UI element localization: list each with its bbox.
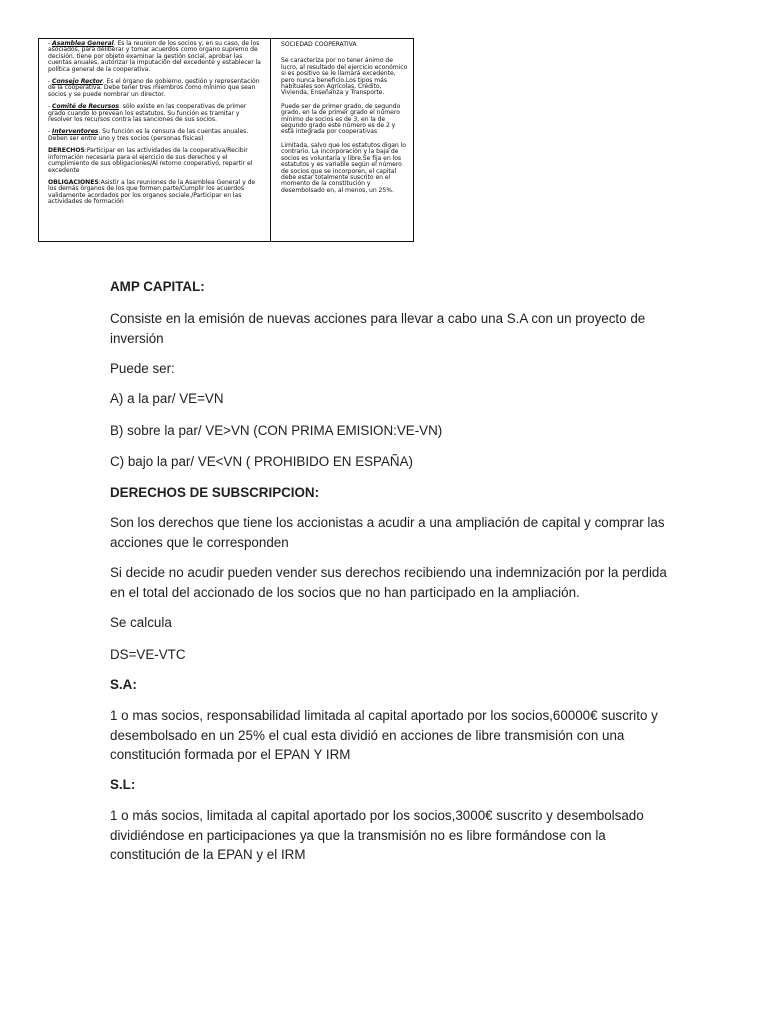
cooperative-description-column xyxy=(271,39,413,241)
heading-sl: S.L: xyxy=(110,777,136,792)
embedded-table-image xyxy=(38,38,414,242)
heading-amp-capital: AMP CAPITAL: xyxy=(110,279,205,294)
paragraph-son: Son los derechos que tiene los accionistas a acudir a una ampliación de capital y comprar las acciones que le corresponden xyxy=(110,515,665,550)
paragraph-puede-ser: Puede ser: xyxy=(110,361,175,376)
cooperative-title: SOCIEDAD COOPERATIVA xyxy=(281,41,357,48)
list-item-b: B) sobre la par/ VE>VN (CON PRIMA EMISION:VE-VN) xyxy=(110,423,443,438)
paragraph-sa: 1 o mas socios, responsabilidad limitada al capital aportado por los socios,60000€ suscrito y desembolsado en un 25% el cual esta dividió en acciones de libre transmisión con una constitución formada por el EPAN Y IRM xyxy=(110,708,658,762)
cooperative-paragraph: Se caracteriza por no tener ánimo de lucro, al resultado del ejercicio económico si es positivo se le llamará excedente, pero nunca beneficio.Los tipos más habituales son Agrícolas, Crédito, Vivienda, Enseñanza y Transporte. xyxy=(281,57,408,97)
organ-item: - Asamblea General. Es la reunion de los socios y, en su caso, de los asociados, para deliberar y tomar acuerdos como organo supremo de decisión. tiene por objeto examinar la gestión social, aprobar las cuentas anuales, autorizar la imputación del excedente y establecer la política general de la cooperativa. xyxy=(48,40,261,73)
heading-derechos: DERECHOS DE SUBSCRIPCION: xyxy=(110,485,320,500)
paragraph-consiste: Consiste en la emisión de nuevas acciones para llevar a cabo una S.A con un proyecto de inversión xyxy=(110,311,646,346)
paragraph-se-calcula: Se calcula xyxy=(110,615,172,630)
cooperative-paragraph: Limitada, salvo que los estatutos digan lo contrario. La incorporación y la baja de socios es voluntaria y libre.Se fija en los estatutos y es variable según el número de socios que se incorporen, el capital debe estar totalmente suscrito en el momento de la constitución y desembolsado en, al menos, un 25%. xyxy=(281,141,406,194)
paragraph-sl: 1 o más socios, limitada al capital aportado por los socios,3000€ suscrito y desembolsado dividiéndose en participaciones ya que la transmisión no es libre formándose con la constitución de la EPAN y el IRM xyxy=(110,808,644,862)
obligations-item: OBLIGACIONES:Asistir a las reuniones de la Asamblea General y de los demás órganos de los que formen parte/Cumplir los acuerdos validamente acordados por los organos sociale./Participar en las actividades de formación xyxy=(48,178,256,206)
organ-item: - Consejo Rector. Es el órgano de gobierno, gestión y representación de la cooperativa. Debe tener tres miembros como mínimo que sean socios y se puede nombrar un director. xyxy=(48,78,260,98)
rights-item: DERECHOS:Participar en las actividades de la cooperativa/Recibir información necesaria para el ejercicio de sus derechos y el cumplimiento de sus obligaciones/Al retorno cooperativo, repartir el excedente xyxy=(48,147,253,174)
list-item-c: C) bajo la par/ VE<VN ( PROHIBIDO EN ESPAÑA) xyxy=(110,454,413,469)
cooperative-organs-column xyxy=(39,39,271,241)
list-item-a: A) a la par/ VE=VN xyxy=(110,391,224,406)
formula-ds: DS=VE-VTC xyxy=(110,647,186,662)
heading-sa: S.A: xyxy=(110,677,137,692)
organ-item: - Comité de Recursos. sólo existe en las cooperativas de primer grado cuando lo prevean los estatutos. Su función es tramitar y resolver los recursos contra las sanciones de sus socios. xyxy=(48,103,247,124)
cooperative-paragraph: Puede ser de primer grado, de segundo grado, en la de primer grado el número mínimo de socios es de 3, en la de segundo grado este número es de 2 y está integrada por cooperativas xyxy=(281,102,401,136)
organ-item: - Interventores. Su función es la censura de las cuentas anuales. Deben ser entre uno y tres socios (personas físicas) xyxy=(48,128,249,142)
paragraph-si-decide: Si decide no acudir pueden vender sus derechos recibiendo una indemnización por la perdida en el total del accionado de los socios que no han participado en la ampliación. xyxy=(110,565,667,600)
